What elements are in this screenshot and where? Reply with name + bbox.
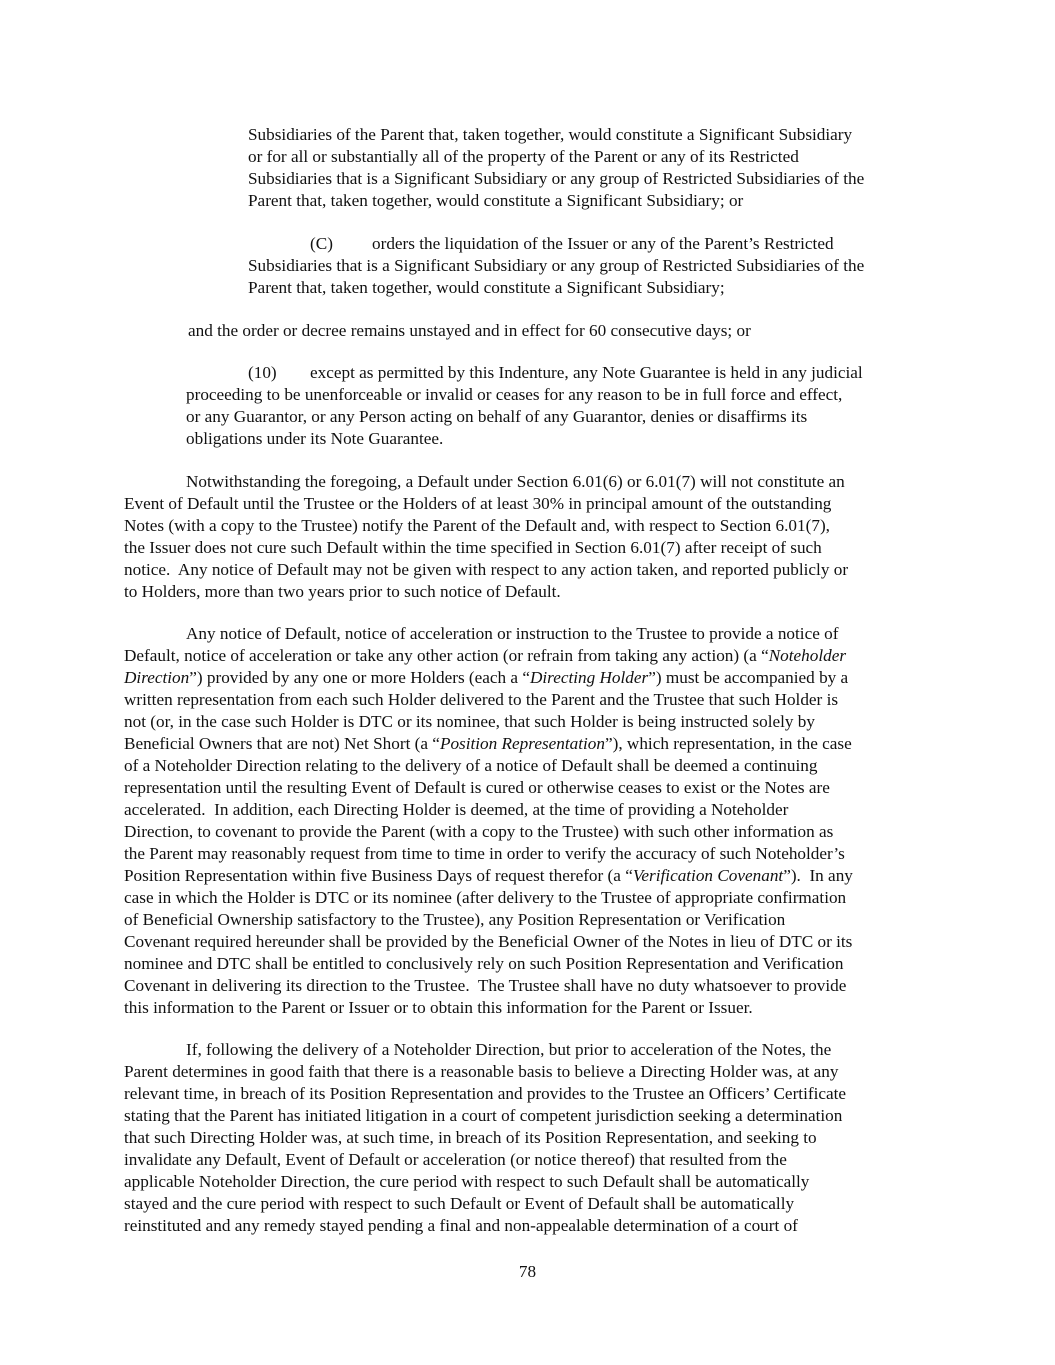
text-line: or for all or substantially all of the property of the Parent or any of its Restricted — [248, 147, 799, 166]
text-line: Subsidiaries that is a Significant Subsidiary or any group of Restricted Subsidiaries of the — [248, 256, 865, 275]
text-line: invalidate any Default, Event of Default or acceleration (or notice thereof) that resulted from the — [124, 1150, 787, 1169]
text-line: notice. Any notice of Default may not be given with respect to any action taken, and reported publicly or — [124, 560, 849, 579]
text-line — [124, 733, 852, 755]
text-line: stating that the Parent has initiated litigation in a court of competent jurisdiction seeking a determination — [124, 1106, 843, 1125]
text-line: Event of Default until the Trustee or the Holders of at least 30% in principal amount of the outstanding — [124, 494, 832, 513]
order-decree-line: and the order or decree remains unstayed and in effect for 60 consecutive days; or — [188, 321, 751, 340]
clause-text: orders the liquidation of the Issuer or any of the Parent’s Restricted — [372, 234, 834, 253]
text-line: Notes (with a copy to the Trustee) notify the Parent of the Default and, with respect to Section 6.01(7), — [124, 516, 830, 535]
text-line: Parent that, taken together, would constitute a Significant Subsidiary; — [248, 278, 725, 297]
text-line: If, following the delivery of a Noteholder Direction, but prior to acceleration of the Notes, the — [186, 1040, 832, 1059]
text-line: reinstituted and any remedy stayed pending a final and non-appealable determination of a court of — [124, 1216, 798, 1235]
defined-term: Position Representation — [439, 734, 605, 753]
text-line — [248, 362, 863, 384]
text-line — [124, 865, 853, 887]
text-run: Position Representation within five Business Days of request therefor (a “ — [124, 866, 633, 885]
text-line: written representation from each such Holder delivered to the Parent and the Trustee that such Holder is — [124, 690, 839, 709]
text-line: proceeding to be unenforceable or invalid or ceases for any reason to be in full force and effect, — [186, 385, 843, 404]
text-run: ”) provided by any one or more Holders (each a “ — [189, 668, 530, 687]
text-line: accelerated. In addition, each Directing Holder is deemed, at the time of providing a Noteholder — [124, 800, 789, 819]
text-line: Covenant in delivering its direction to the Trustee. The Trustee shall have no duty whatsoever to provide — [124, 976, 847, 995]
text-line: Parent that, taken together, would constitute a Significant Subsidiary; or — [248, 191, 744, 210]
defined-term: Direction — [124, 668, 190, 687]
defined-term: Directing Holder — [529, 668, 649, 687]
text-line: the Parent may reasonably request from time to time in order to verify the accuracy of such Noteholder’s — [124, 844, 845, 863]
text-line: Subsidiaries that is a Significant Subsidiary or any group of Restricted Subsidiaries of the — [248, 169, 865, 188]
text-run: Beneficial Owners that are not) Net Short (a “ — [124, 734, 440, 753]
text-line: nominee and DTC shall be entitled to conclusively rely on such Position Representation and Verification — [124, 954, 844, 973]
text-line: or any Guarantor, or any Person acting on behalf of any Guarantor, denies or disaffirms its — [186, 407, 808, 426]
text-line — [124, 645, 846, 667]
text-line — [124, 667, 848, 689]
text-line: Notwithstanding the foregoing, a Default under Section 6.01(6) or 6.01(7) will not constitute an — [186, 472, 845, 491]
defined-term: Noteholder — [768, 646, 847, 665]
text-line: Parent determines in good faith that there is a reasonable basis to believe a Directing Holder was, at any — [124, 1062, 839, 1081]
text-line: case in which the Holder is DTC or its nominee (after delivery to the Trustee of appropriate confirmation — [124, 888, 847, 907]
text-run: Default, notice of acceleration or take any other action (or refrain from taking any action) (a “ — [124, 646, 769, 665]
text-run: ”). In any — [783, 866, 853, 885]
text-line: representation until the resulting Event of Default is cured or otherwise ceases to exist or the Notes are — [124, 778, 830, 797]
text-run: ”), which representation, in the case — [604, 734, 852, 753]
clause-text: except as permitted by this Indenture, any Note Guarantee is held in any judicial — [310, 363, 863, 382]
page-number: 78 — [518, 1262, 537, 1281]
text-run: ”) must be accompanied by a — [648, 668, 849, 687]
text-line: the Issuer does not cure such Default within the time specified in Section 6.01(7) after receipt of such — [124, 538, 822, 557]
text-line: obligations under its Note Guarantee. — [186, 429, 444, 448]
text-line: of Beneficial Ownership satisfactory to the Trustee), any Position Representation or Verification — [124, 910, 786, 929]
defined-term: Verification Covenant — [632, 866, 784, 885]
clause-label: (10) — [248, 363, 277, 382]
text-line — [310, 233, 834, 255]
text-line: relevant time, in breach of its Position Representation and provides to the Trustee an Officers’ Certificate — [124, 1084, 846, 1103]
text-line: Subsidiaries of the Parent that, taken together, would constitute a Significant Subsidiary — [248, 125, 853, 144]
text-line: of a Noteholder Direction relating to the delivery of a notice of Default shall be deemed a continuing — [124, 756, 818, 775]
clause-label: (C) — [310, 234, 333, 253]
text-line: stayed and the cure period with respect to such Default or Event of Default shall be automatically — [124, 1194, 795, 1213]
text-line: Any notice of Default, notice of acceleration or instruction to the Trustee to provide a notice of — [186, 624, 839, 643]
text-line: applicable Noteholder Direction, the cure period with respect to such Default shall be automatically — [124, 1172, 810, 1191]
text-line: to Holders, more than two years prior to such notice of Default. — [124, 582, 561, 601]
text-line: not (or, in the case such Holder is DTC or its nominee, that such Holder is being instructed solely by — [124, 712, 815, 731]
text-line: that such Directing Holder was, at such time, in breach of its Position Representation, and seeking to — [124, 1128, 817, 1147]
text-line: this information to the Parent or Issuer or to obtain this information for the Parent or Issuer. — [124, 998, 753, 1017]
text-line: Direction, to covenant to provide the Parent (with a copy to the Trustee) with such other information as — [124, 822, 834, 841]
text-line: Covenant required hereunder shall be provided by the Beneficial Owner of the Notes in lieu of DTC or its — [124, 932, 853, 951]
